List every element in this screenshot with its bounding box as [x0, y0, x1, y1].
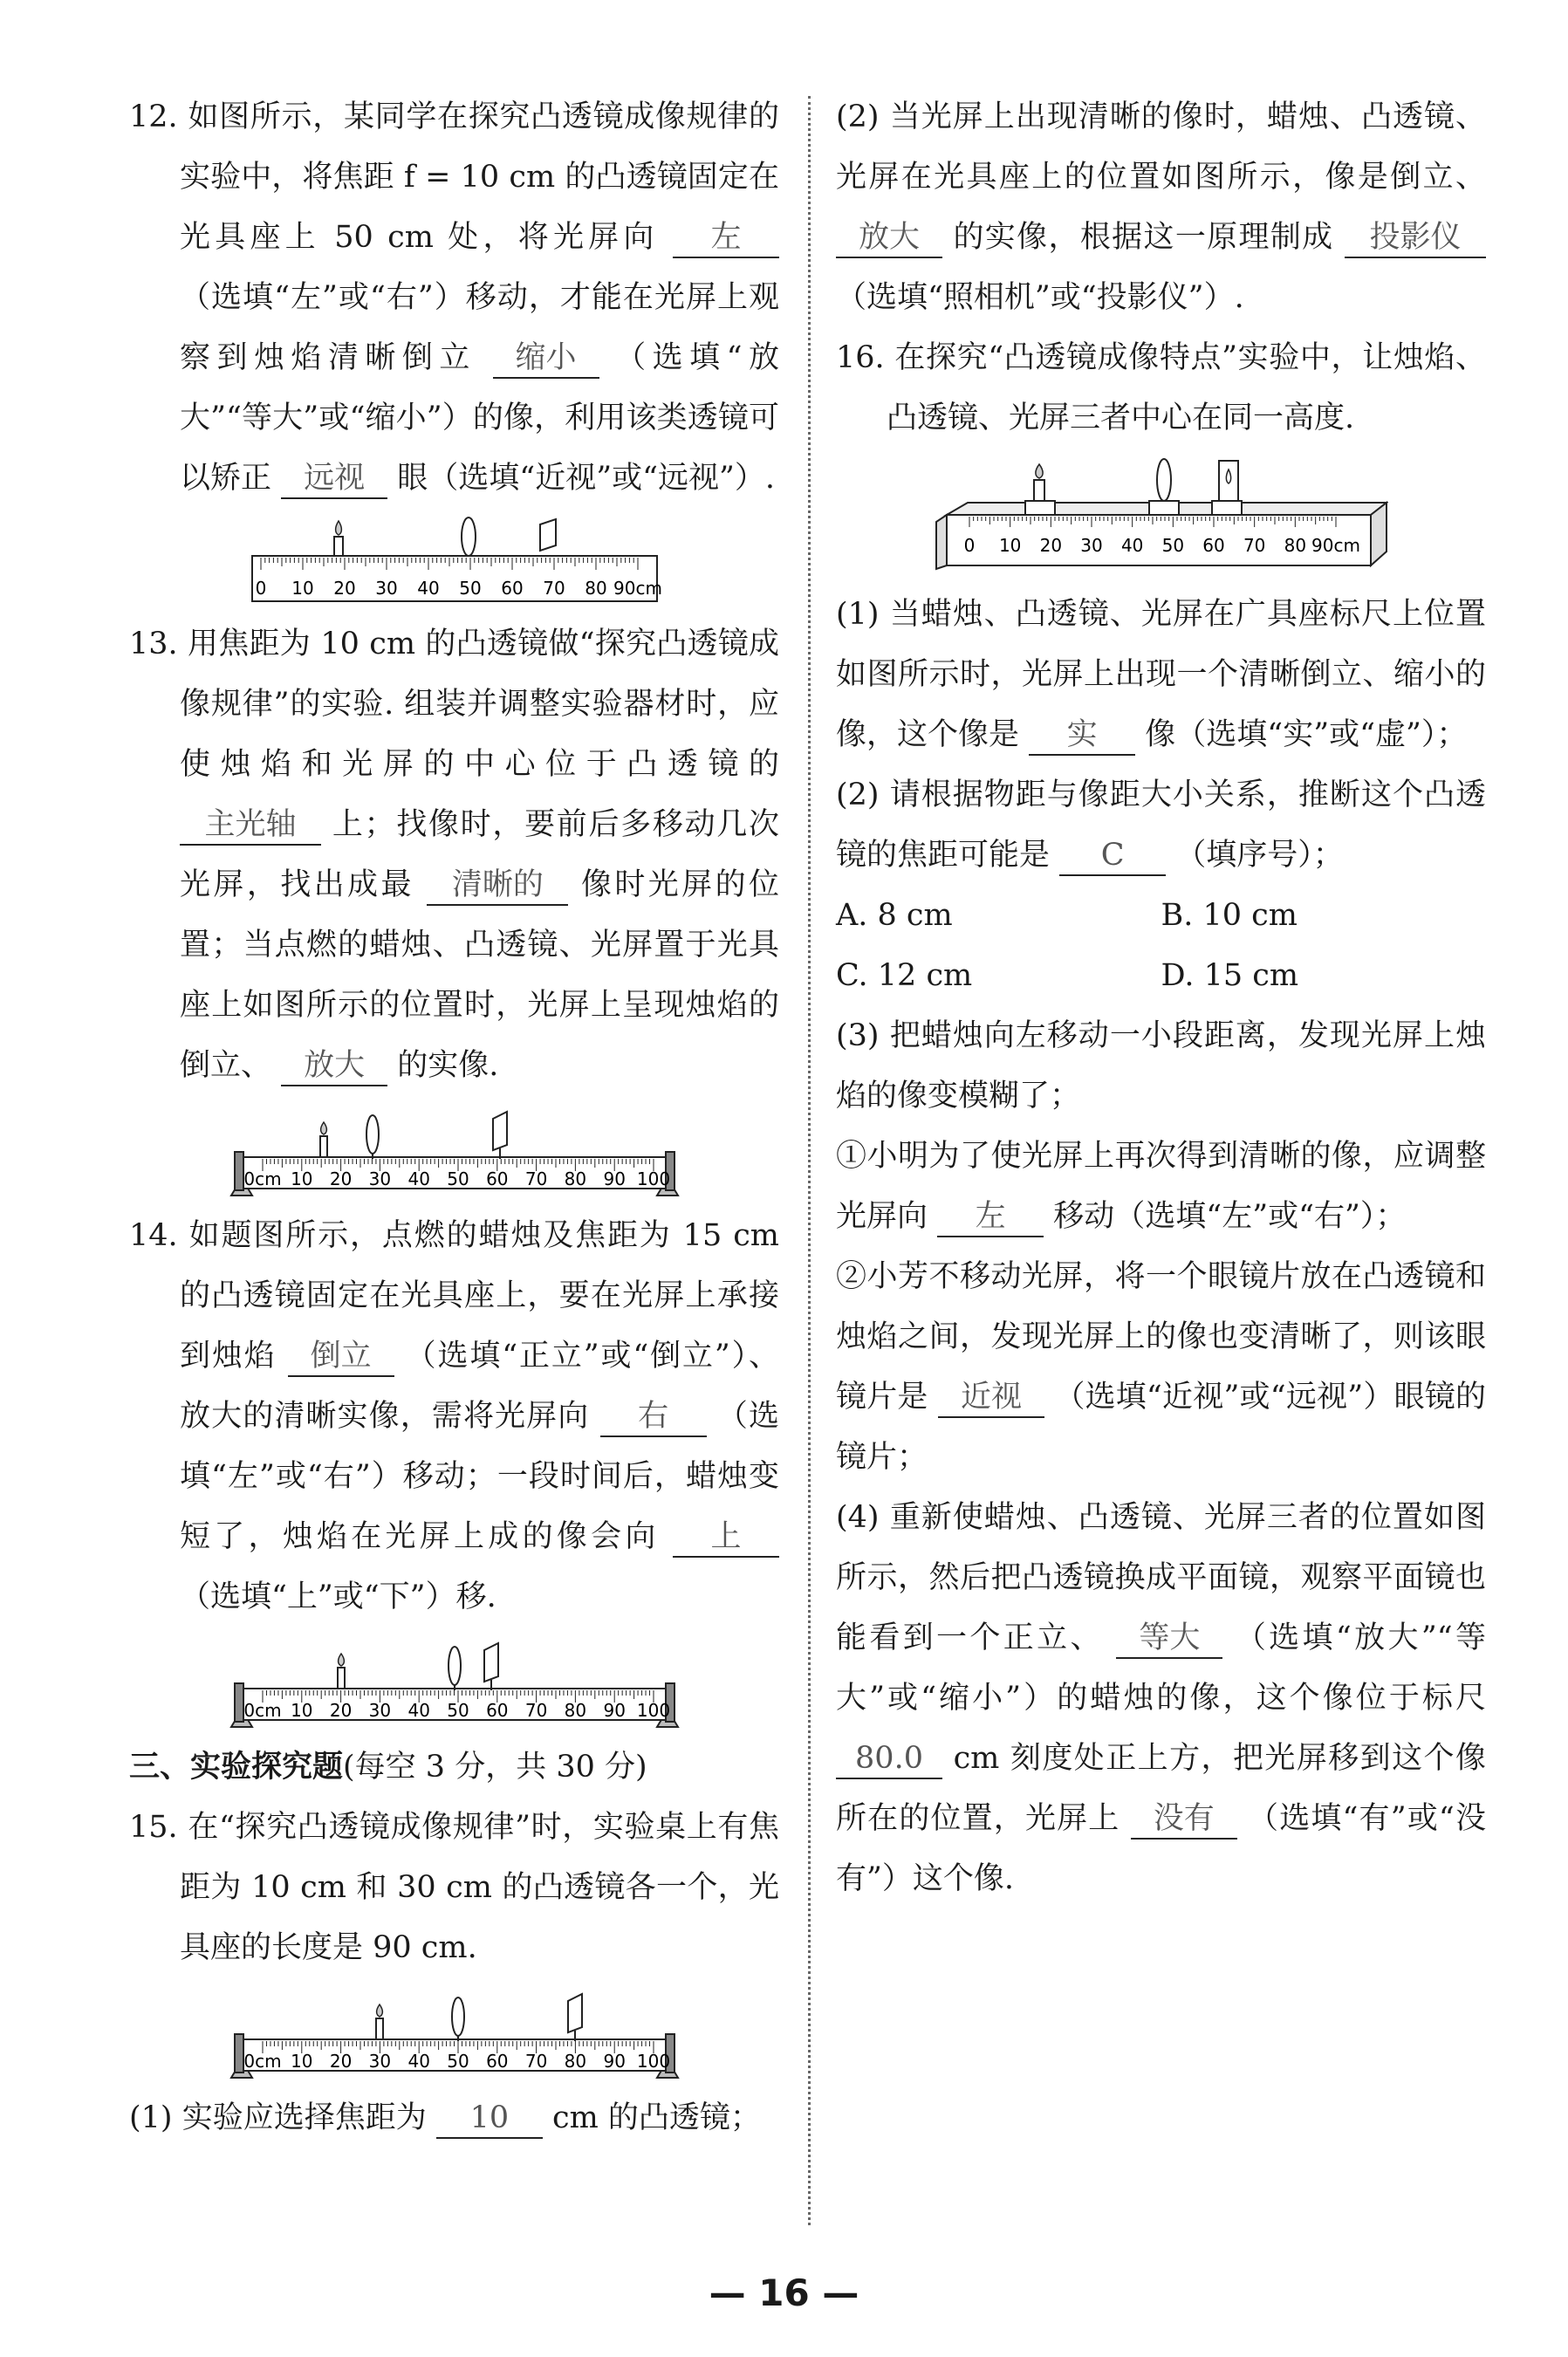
q12-text-4: 眼（选填“近视”或“远视”）. — [397, 461, 775, 496]
q13-text-3: 像时光屏的位置；当点燃的蜡烛、凸透镜、光屏置于光具座上如图所示的位置时，光屏上呈现烛焰的倒立、 — [180, 867, 779, 1083]
tick-label: 90cm — [1311, 535, 1360, 556]
figure-q13-optical-bench — [228, 1101, 681, 1197]
q16-p4-text-2: （选填“放大”“等大”或“缩小”）的蜡烛的像，这个像位于标尺 — [836, 1620, 1486, 1716]
section-3-title: 三、实验探究题 — [129, 1750, 344, 1785]
tick-label: 10 — [290, 1168, 313, 1189]
q14-text-1: 14. 如题图所示，点燃的蜡烛及焦距为 15 cm 的凸透镜固定在光具座上，要在光屏上承接到烛焰 — [129, 1218, 779, 1374]
tick-label: 40 — [407, 1700, 430, 1721]
q16-part-4 — [836, 1488, 1486, 1909]
q16-p4-text-3: cm 刻度处正上方，把光屏移到这个像所在的位置，光屏上 — [836, 1741, 1486, 1836]
lens-icon — [1149, 459, 1179, 515]
tick-label: 100 — [636, 1700, 670, 1721]
q16-part-2 — [836, 765, 1486, 886]
choice-b[interactable]: B. 10 cm — [1161, 898, 1298, 933]
q14-text-4: （选填“上”或“下”）移. — [180, 1579, 496, 1614]
tick-label: 90cm — [613, 578, 662, 599]
question-15 — [129, 1798, 779, 1978]
tick-label: 50 — [446, 1168, 469, 1189]
q12-answer-1[interactable]: 左 — [673, 218, 779, 258]
q16-p4-answer-1[interactable]: 等大 — [1116, 1619, 1222, 1659]
q15-p2-text-3: （选填“照相机”或“投影仪”）. — [836, 280, 1244, 315]
candle-icon — [1025, 464, 1055, 515]
tick-label: 10 — [998, 535, 1021, 556]
question-16 — [836, 328, 1486, 449]
q16-p4-answer-2[interactable]: 80.0 — [836, 1739, 942, 1779]
q15-p2-answer-2[interactable]: 投影仪 — [1345, 218, 1486, 258]
tick-label: 80 — [584, 578, 607, 599]
tick-label: 40 — [407, 2051, 430, 2072]
tick-label: 90 — [602, 1168, 626, 1189]
tick-label: 0cm — [243, 2051, 282, 2072]
tick-label: 50 — [446, 2051, 469, 2072]
tick-label: 50 — [458, 578, 482, 599]
q16-p1-text-1: (1) 当蜡烛、凸透镜、光屏在广具座标尺上位置如图所示时，光屏上出现一个清晰倒立、缩小的像，这个像是 — [836, 597, 1486, 752]
figure-q12-optical-bench — [245, 514, 664, 606]
q15-p2-text-2: 的实像，根据这一原理制成 — [953, 220, 1334, 255]
candle-icon — [334, 521, 343, 556]
screen-icon — [568, 1994, 582, 2041]
q16-p2-text-2: （填序号）； — [1175, 838, 1344, 873]
tick-label: 80 — [564, 1700, 586, 1721]
q12-answer-2[interactable]: 缩小 — [493, 339, 599, 379]
tick-label: 80 — [1284, 535, 1306, 556]
tick-label: 70 — [542, 578, 565, 599]
q16-p1-text-2: 像（选填“实”或“虚”）； — [1145, 717, 1468, 752]
tick-label: 0cm — [243, 1168, 282, 1189]
q13-text-2: 上；找像时，要前后多移动几次光屏，找出成最 — [180, 807, 779, 902]
tick-label: 30 — [1079, 535, 1103, 556]
q13-text-4: 的实像. — [397, 1048, 499, 1083]
q16-part-3b — [836, 1247, 1486, 1488]
tick-label: 10 — [291, 578, 314, 599]
section-3-note: (每空 3 分，共 30 分) — [343, 1750, 647, 1785]
q16-part-1 — [836, 585, 1486, 765]
screen-icon — [540, 519, 556, 551]
q13-text-1: 13. 用焦距为 10 cm 的凸透镜做“探究凸透镜成像规律”的实验. 组装并调整实验器材时，应使烛焰和光屏的中心位于凸透镜的 — [129, 627, 779, 782]
q15-p2-text-1: (2) 当光屏上出现清晰的像时，蜡烛、凸透镜、光屏在光具座上的位置如图所示，像是倒立、 — [836, 99, 1486, 195]
q16-part-3 — [836, 1006, 1486, 1127]
q16-p1-answer[interactable]: 实 — [1029, 716, 1135, 756]
tick-label: 60 — [1202, 535, 1225, 556]
column-divider — [808, 96, 811, 2225]
q13-answer-2[interactable]: 清晰的 — [427, 866, 568, 906]
tick-label: 20 — [329, 2051, 352, 2072]
q16-p2-text-1: (2) 请根据物距与像距大小关系，推断这个凸透镜的焦距可能是 — [836, 778, 1486, 873]
tick-label: 0cm — [243, 1700, 282, 1721]
tick-label: 50 — [446, 1700, 469, 1721]
tick-label: 20 — [329, 1168, 352, 1189]
q14-text-2: （选填“正立”或“倒立”）、放大的清晰实像，需将光屏向 — [180, 1339, 779, 1434]
q14-answer-3[interactable]: 上 — [673, 1518, 779, 1558]
tick-label: 40 — [1120, 535, 1143, 556]
tick-label: 80 — [564, 1168, 586, 1189]
tick-label: 30 — [368, 1700, 391, 1721]
choice-c[interactable]: C. 12 cm — [836, 958, 973, 993]
tick-label: 100 — [636, 1168, 670, 1189]
q16-p4-text-4: （选填“有”或“没有”）这个像. — [836, 1801, 1486, 1896]
tick-label: 50 — [1161, 535, 1184, 556]
q15-part-1 — [129, 2088, 779, 2148]
tick-label: 20 — [332, 578, 356, 599]
q16-p3a-text-1: ①小明为了使光屏上再次得到清晰的像，应调整光屏向 — [836, 1139, 1486, 1234]
q12-answer-3[interactable]: 远视 — [281, 459, 387, 499]
tick-label: 30 — [368, 1168, 391, 1189]
tick-label: 60 — [500, 578, 524, 599]
tick-label: 20 — [1039, 535, 1062, 556]
tick-label: 70 — [524, 2051, 547, 2072]
screen-icon — [493, 1112, 507, 1159]
tick-label: 30 — [368, 2051, 391, 2072]
screen-icon — [484, 1643, 498, 1690]
tick-label: 20 — [329, 1700, 352, 1721]
q15-part-2 — [836, 87, 1486, 328]
question-12 — [129, 87, 779, 509]
q15-stem: 15. 在“探究凸透镜成像规律”时，实验桌上有焦距为 10 cm 和 30 cm 的凸透镜各一个，光具座的长度是 90 cm. — [129, 1810, 779, 1965]
choice-d[interactable]: D. 15 cm — [1161, 958, 1299, 993]
lens-icon — [448, 1647, 461, 1690]
q14-answer-1[interactable]: 倒立 — [288, 1337, 394, 1377]
tick-label: 40 — [407, 1168, 430, 1189]
tick-label: 0 — [255, 578, 266, 599]
tick-label: 60 — [485, 1168, 509, 1189]
q16-p3-text: (3) 把蜡烛向左移动一小段距离，发现光屏上烛焰的像变模糊了； — [836, 1018, 1486, 1113]
candle-icon — [320, 1122, 327, 1157]
tick-label: 10 — [290, 2051, 313, 2072]
tick-label: 70 — [1243, 535, 1265, 556]
q15-p1-answer[interactable]: 10 — [436, 2099, 543, 2139]
right-column — [836, 87, 1486, 1909]
q16-p2-answer[interactable]: C — [1059, 836, 1166, 876]
q16-p4-text-1: (4) 重新使蜡烛、凸透镜、光屏三者的位置如图所示，然后把凸透镜换成平面镜，观察平面镜也能看到一个正立、 — [836, 1500, 1486, 1655]
q13-answer-1[interactable]: 主光轴 — [180, 805, 321, 846]
page-number-value: 16 — [758, 2271, 810, 2314]
left-column — [129, 87, 779, 2148]
tick-label: 70 — [524, 1700, 547, 1721]
q15-p1-text-2: cm 的凸透镜； — [552, 2100, 761, 2135]
tick-label: 0 — [963, 535, 975, 556]
q16-part-3a — [836, 1127, 1486, 1247]
tick-label: 80 — [564, 2051, 586, 2072]
figure-q15-optical-bench — [228, 1984, 681, 2080]
q16-p3b-answer[interactable]: 近视 — [938, 1378, 1044, 1418]
tick-label: 100 — [636, 2051, 670, 2072]
q14-answer-2[interactable]: 右 — [600, 1397, 707, 1437]
tick-label: 90 — [602, 1700, 626, 1721]
q16-p3a-text-2: 移动（选填“左”或“右”）； — [1053, 1199, 1407, 1234]
lens-icon — [452, 1997, 464, 2041]
question-13 — [129, 614, 779, 1096]
q16-p3a-answer[interactable]: 左 — [937, 1197, 1044, 1237]
tick-label: 90 — [602, 2051, 626, 2072]
q16-p4-answer-3[interactable]: 没有 — [1131, 1799, 1237, 1840]
q16-choices — [836, 886, 1486, 1006]
choice-a[interactable]: A. 8 cm — [836, 898, 953, 933]
figure-q14-optical-bench — [228, 1633, 681, 1729]
lens-icon — [462, 517, 476, 556]
candle-icon — [338, 1654, 345, 1689]
q16-stem: 16. 在探究“凸透镜成像特点”实验中，让烛焰、凸透镜、光屏三者中心在同一高度. — [836, 340, 1486, 435]
tick-label: 40 — [416, 578, 440, 599]
tick-label: 10 — [290, 1700, 313, 1721]
q15-p1-text-1: (1) 实验应选择焦距为 — [129, 2100, 427, 2135]
tick-label: 70 — [524, 1168, 547, 1189]
screen-icon — [1212, 461, 1242, 515]
question-14 — [129, 1206, 779, 1627]
q12-text-2: （选填“左”或“右”）移动，才能在光屏上观察到烛焰清晰倒立 — [180, 280, 779, 375]
tick-label: 60 — [485, 2051, 509, 2072]
q14-text-3: （选填“左”或“右”）移动；一段时间后，蜡烛变短了，烛焰在光屏上成的像会向 — [180, 1399, 779, 1554]
q16-p3b-text-1: ②小芳不移动光屏，将一个眼镜片放在凸透镜和烛焰之间，发现光屏上的像也变清晰了，则该眼镜片是 — [836, 1259, 1486, 1415]
q16-p3b-text-2: （选填“近视”或“远视”）眼镜的镜片； — [836, 1380, 1486, 1475]
q12-text-1: 12. 如图所示，某同学在探究凸透镜成像规律的实验中，将焦距 f = 10 cm 的凸透镜固定在光具座上 50 cm 处，将光屏向 — [129, 99, 779, 255]
candle-icon — [376, 2004, 383, 2039]
q13-answer-3[interactable]: 放大 — [281, 1046, 387, 1086]
tick-label: 60 — [485, 1700, 509, 1721]
section-3-heading — [129, 1737, 779, 1798]
q12-text-3: （选填“放大”“等大”或“缩小”）的像，利用该类透镜可以矫正 — [180, 340, 779, 496]
lens-icon — [366, 1115, 379, 1159]
page-number: — 16 — — [709, 2271, 859, 2314]
tick-label: 30 — [374, 578, 398, 599]
q15-p2-answer-1[interactable]: 放大 — [836, 218, 942, 258]
figure-q16-optical-bench-3d — [935, 454, 1388, 576]
